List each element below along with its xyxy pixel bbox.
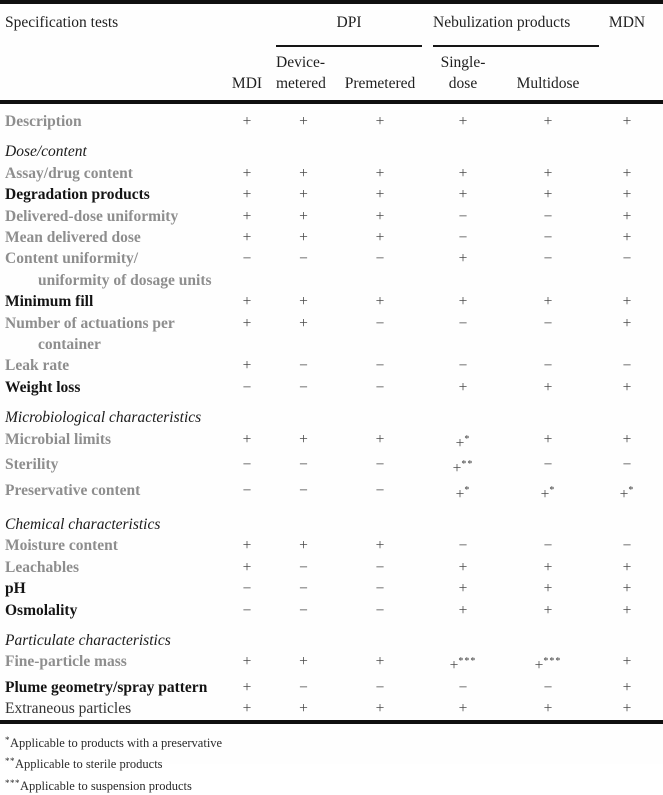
value-cell: +	[543, 430, 553, 448]
table-row	[0, 578, 663, 599]
value-cell: −	[299, 558, 308, 576]
value-cell: +	[622, 207, 632, 225]
column-header-premetered	[331, 73, 429, 94]
value-cell: +	[622, 653, 632, 671]
value-cell: +	[458, 700, 468, 718]
row-label	[0, 111, 218, 132]
value-cell: +	[622, 113, 632, 130]
row-label-text: Dose/content	[5, 143, 87, 161]
value-cell: +	[242, 293, 252, 311]
value-cell: −	[543, 537, 553, 555]
value-cell: −	[375, 580, 385, 598]
column-header-text: Multidose	[516, 75, 580, 92]
value-cell: +	[622, 430, 632, 448]
table-row	[0, 206, 663, 227]
table-header	[0, 4, 663, 100]
value-cell: +	[242, 558, 252, 576]
value-cell: −	[375, 314, 385, 332]
header-title: Specification tests	[5, 14, 119, 31]
value-cell: −	[543, 229, 553, 247]
row-label-continuation: container	[38, 336, 101, 354]
row-label-text: Sterility	[5, 456, 59, 474]
value-cell: −	[375, 357, 385, 375]
row-label	[0, 454, 218, 475]
value-cell: −	[299, 456, 308, 474]
column-header-text: metered	[276, 75, 326, 92]
value-cell: −	[622, 250, 632, 268]
value-cell: +	[299, 293, 308, 311]
footnote-marker: ***	[5, 777, 20, 788]
value-cell: +	[458, 293, 468, 311]
value-cell: +	[622, 229, 632, 247]
row-label-text: Degradation products	[5, 186, 150, 204]
value-cell: +	[622, 558, 632, 576]
table-row	[0, 651, 663, 676]
table-row	[0, 600, 663, 621]
header-group-mdn: MDN	[608, 14, 646, 31]
value-cell: +	[299, 164, 308, 182]
footnote-marker: *	[5, 734, 10, 745]
nebulization-group-underline	[433, 45, 599, 47]
value-cell: +***	[449, 656, 477, 675]
value-cell: +	[375, 700, 385, 718]
value-cell: −	[458, 678, 468, 696]
value-cell: +	[543, 378, 553, 396]
value-cell: +	[458, 558, 468, 576]
footnote-marker: *	[464, 433, 471, 445]
value-cell: +	[543, 700, 553, 718]
value-cell: +	[622, 580, 632, 598]
value-cell: +	[622, 293, 632, 311]
table-row	[0, 480, 663, 505]
row-label-text: Particulate characteristics	[5, 631, 171, 649]
row-label	[0, 600, 218, 621]
row-label	[0, 429, 218, 450]
footnote-text: Applicable to products with a preservative	[10, 735, 223, 750]
footnote-marker: *	[628, 484, 635, 496]
row-label-text: Extraneous particles	[5, 700, 132, 718]
value-cell: +*	[540, 484, 556, 503]
value-cell: +	[458, 164, 468, 182]
value-cell: +	[543, 113, 553, 130]
row-label	[0, 651, 218, 672]
row-label-text: Microbial limits	[5, 430, 112, 448]
table-row	[0, 163, 663, 184]
value-cell: −	[458, 537, 468, 555]
value-cell: −	[458, 229, 468, 247]
footnote-marker: ***	[543, 656, 562, 668]
value-cell: +	[375, 207, 385, 225]
footnote-line	[5, 774, 663, 795]
header-rule	[0, 100, 663, 104]
value-cell: +	[242, 314, 252, 332]
column-header-text: Premetered	[344, 75, 416, 92]
value-cell: +	[458, 186, 468, 204]
section-label	[0, 141, 218, 162]
table-row	[0, 557, 663, 578]
value-cell: +*	[455, 484, 471, 503]
footnote-line	[5, 731, 663, 753]
row-label	[0, 377, 218, 398]
footnote-text: Applicable to suspension products	[20, 778, 192, 793]
row-label-text: Leak rate	[5, 357, 70, 375]
value-cell: −	[299, 601, 308, 619]
value-cell: −	[242, 456, 252, 474]
value-cell: +	[299, 314, 308, 332]
value-cell: −	[458, 207, 468, 225]
column-header-text: dose	[448, 75, 478, 92]
value-cell: −	[543, 456, 553, 474]
row-label	[0, 535, 218, 556]
row-label	[0, 355, 218, 376]
footnote-text: Applicable to sterile products	[15, 757, 163, 772]
value-cell: −	[299, 678, 308, 696]
value-cell: +	[242, 207, 252, 225]
value-cell: +	[242, 229, 252, 247]
footnote-marker: *	[549, 484, 556, 496]
value-cell: −	[242, 481, 252, 499]
column-header-device-metered	[276, 52, 332, 94]
value-cell: +	[375, 229, 385, 247]
value-cell: −	[622, 537, 632, 555]
column-header-text: Single-	[440, 54, 486, 71]
value-cell: +	[242, 164, 252, 182]
value-cell: −	[543, 678, 553, 696]
value-cell: +	[242, 653, 252, 671]
value-cell: −	[375, 558, 385, 576]
table-row	[0, 355, 663, 376]
row-label-text: Chemical characteristics	[5, 515, 161, 533]
value-cell: −	[622, 357, 632, 375]
value-cell: +	[543, 293, 553, 311]
value-cell: +	[242, 357, 252, 375]
value-cell: +	[299, 207, 308, 225]
row-label	[0, 698, 218, 719]
value-cell: +	[375, 164, 385, 182]
table-row	[0, 313, 663, 356]
value-cell: +***	[534, 656, 562, 675]
value-cell: −	[375, 601, 385, 619]
value-cell: +	[622, 378, 632, 396]
value-cell: −	[543, 357, 553, 375]
value-cell: −	[543, 314, 553, 332]
value-cell: −	[375, 456, 385, 474]
footnote-marker: **	[461, 459, 474, 471]
row-label	[0, 557, 218, 578]
footnote-marker: *	[464, 484, 471, 496]
footnotes	[0, 724, 663, 795]
value-cell: −	[242, 580, 252, 598]
column-header-mdi	[218, 73, 276, 94]
row-label-text: Minimum fill	[5, 293, 94, 311]
value-cell: +	[375, 293, 385, 311]
value-cell: −	[375, 678, 385, 696]
row-label-text: Weight loss	[5, 378, 81, 396]
value-cell: +	[242, 113, 252, 130]
value-cell: −	[375, 250, 385, 268]
table-row	[0, 377, 663, 398]
row-label-text: Microbiological characteristics	[5, 409, 202, 427]
value-cell: +	[458, 113, 468, 130]
value-cell: +	[375, 430, 385, 448]
header-group-nebulization: Nebulization products	[433, 14, 571, 31]
row-label-text: Leachables	[5, 558, 80, 576]
section-label	[0, 630, 218, 651]
table-row	[0, 227, 663, 248]
value-cell: −	[543, 250, 553, 268]
table-body	[0, 104, 663, 720]
footnote-marker: **	[5, 756, 15, 767]
value-cell: +	[543, 186, 553, 204]
column-header-text: MDI	[231, 75, 263, 92]
footnote-line	[5, 752, 663, 774]
value-cell: −	[242, 601, 252, 619]
row-label	[0, 227, 218, 248]
table-row	[0, 291, 663, 312]
value-cell: +	[242, 430, 252, 448]
column-header-multidose	[497, 73, 599, 94]
value-cell: +	[375, 186, 385, 204]
value-cell: −	[299, 250, 308, 268]
value-cell: +	[622, 186, 632, 204]
row-label-text: pH	[5, 580, 26, 598]
value-cell: −	[458, 357, 468, 375]
value-cell: −	[375, 481, 385, 499]
value-cell: +	[622, 164, 632, 182]
row-label-text: Mean delivered dose	[5, 229, 141, 247]
value-cell: +*	[619, 484, 635, 503]
value-cell: −	[543, 207, 553, 225]
value-cell: +**	[452, 459, 474, 478]
row-label	[0, 291, 218, 312]
section-row	[0, 141, 663, 162]
table-row	[0, 535, 663, 556]
section-row	[0, 630, 663, 651]
table-row	[0, 677, 663, 698]
value-cell: +	[299, 653, 308, 671]
table-row	[0, 429, 663, 454]
row-label-text: Number of actuations per	[5, 314, 175, 332]
row-label-text: Content uniformity/	[5, 250, 139, 268]
value-cell: +	[622, 678, 632, 696]
row-label-text: Description	[5, 113, 82, 130]
value-cell: +	[299, 700, 308, 718]
column-header-text: Device-	[276, 54, 326, 71]
row-label	[0, 480, 218, 501]
dpi-group-underline	[276, 45, 422, 47]
value-cell: −	[299, 580, 308, 598]
value-cell: +	[543, 164, 553, 182]
value-cell: +	[299, 186, 308, 204]
row-label-text: Preservative content	[5, 481, 141, 499]
row-label	[0, 677, 218, 698]
section-row	[0, 407, 663, 428]
section-label	[0, 514, 218, 535]
table-row	[0, 184, 663, 205]
row-label	[0, 578, 218, 599]
header-group-dpi: DPI	[336, 14, 362, 31]
value-cell: +	[458, 378, 468, 396]
table-row	[0, 248, 663, 291]
row-label-text: Fine-particle mass	[5, 653, 127, 671]
value-cell: +	[458, 580, 468, 598]
row-label-text: Assay/drug content	[5, 164, 133, 182]
column-header-single-dose	[429, 52, 497, 94]
table-row	[0, 698, 663, 719]
value-cell: +	[299, 113, 308, 130]
value-cell: −	[299, 357, 308, 375]
value-cell: +	[458, 601, 468, 619]
section-label	[0, 407, 218, 428]
bottom-rule	[0, 720, 663, 724]
value-cell: −	[375, 378, 385, 396]
row-label-text: Plume geometry/spray pattern	[5, 678, 208, 696]
row-label	[0, 163, 218, 184]
value-cell: −	[458, 314, 468, 332]
value-cell: +	[543, 580, 553, 598]
row-label	[0, 184, 218, 205]
row-label	[0, 206, 218, 227]
value-cell: +	[242, 186, 252, 204]
value-cell: −	[242, 250, 252, 268]
row-label-text: Moisture content	[5, 537, 118, 555]
value-cell: +	[299, 430, 308, 448]
value-cell: +	[375, 653, 385, 671]
value-cell: +	[458, 250, 468, 268]
value-cell: +	[299, 229, 308, 247]
section-row	[0, 514, 663, 535]
value-cell: −	[299, 378, 308, 396]
table-row	[0, 454, 663, 479]
row-label	[0, 248, 218, 291]
table-row	[0, 111, 663, 132]
value-cell: +	[242, 700, 252, 718]
value-cell: −	[242, 378, 252, 396]
value-cell: +	[622, 700, 632, 718]
row-label-text: Osmolality	[5, 601, 78, 619]
value-cell: +	[375, 537, 385, 555]
value-cell: −	[299, 481, 308, 499]
value-cell: +	[622, 601, 632, 619]
value-cell: +	[622, 314, 632, 332]
row-label	[0, 313, 218, 356]
value-cell: −	[622, 456, 632, 474]
value-cell: +	[242, 537, 252, 555]
row-label-text: Delivered-dose uniformity	[5, 207, 179, 225]
value-cell: +	[242, 678, 252, 696]
value-cell: +*	[455, 433, 471, 452]
row-label-continuation: uniformity of dosage units	[38, 271, 212, 289]
footnote-marker: ***	[458, 656, 477, 668]
value-cell: +	[543, 601, 553, 619]
value-cell: +	[543, 558, 553, 576]
value-cell: +	[299, 537, 308, 555]
value-cell: +	[375, 113, 385, 130]
